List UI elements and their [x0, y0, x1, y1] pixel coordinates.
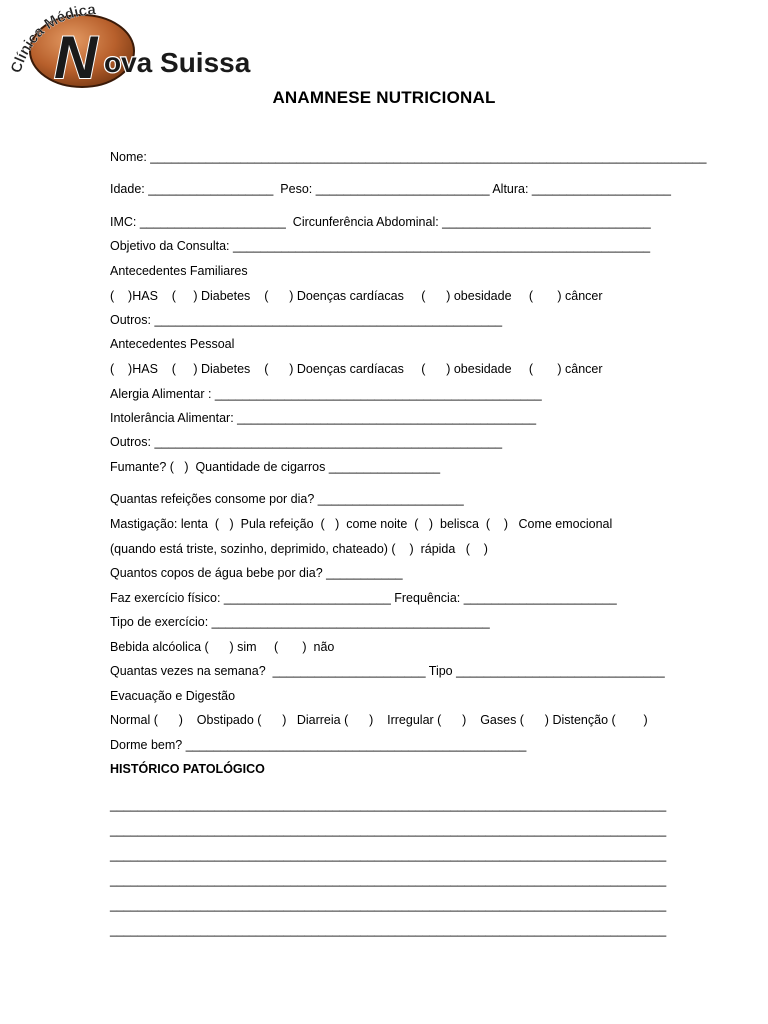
refeicoes-field[interactable]: Quantas refeições consome por dia? _____________________ [110, 492, 464, 506]
fumante-field[interactable]: Fumante? ( ) Quantidade de cigarros ________________ [110, 460, 441, 474]
evacuacao-checkboxes[interactable]: Normal ( ) Obstipado ( ) Diarreia ( ) Irregular ( ) Gases ( ) Distenção ( ) [110, 713, 648, 727]
logo-word: ova Suissa [104, 47, 251, 78]
bebida-checkboxes[interactable]: Bebida alcóolica ( ) sim ( ) não [110, 640, 335, 654]
evacuacao-heading: Evacuação e Digestão [110, 689, 236, 703]
pessoal-outros-field[interactable]: Outros: __________________________________________________ [110, 435, 503, 449]
nome-field[interactable]: Nome: ________________________________________________________________________________ [110, 150, 707, 164]
familiares-outros-field[interactable]: Outros: __________________________________________________ [110, 313, 503, 327]
historico-line[interactable]: ________________________________________________________________________________ [110, 923, 667, 937]
logo-arc-text: Clínica Médica [8, 4, 97, 76]
pessoal-checkboxes[interactable]: ( )HAS ( ) Diabetes ( ) Doenças cardíacas ( ) obesidade ( ) câncer [110, 362, 603, 376]
historico-line[interactable]: ________________________________________________________________________________ [110, 823, 667, 837]
alergia-field[interactable]: Alergia Alimentar : _______________________________________________ [110, 387, 542, 401]
antecedentes-pessoal-heading: Antecedentes Pessoal [110, 337, 235, 351]
familiares-checkboxes[interactable]: ( )HAS ( ) Diabetes ( ) Doenças cardíacas ( ) obesidade ( ) câncer [110, 289, 603, 303]
antecedentes-familiares-heading: Antecedentes Familiares [110, 264, 248, 278]
historico-line[interactable]: ________________________________________________________________________________ [110, 898, 667, 912]
logo-letter: N [54, 24, 98, 90]
vezes-semana-tipo-fields[interactable]: Quantas vezes na semana? ______________________ Tipo ______________________________ [110, 664, 665, 678]
clinic-logo [8, 4, 318, 90]
historico-line[interactable]: ________________________________________________________________________________ [110, 798, 667, 812]
exercicio-frequencia-fields[interactable]: Faz exercício físico: ________________________ Frequência: ______________________ [110, 591, 617, 605]
agua-field[interactable]: Quantos copos de água bebe por dia? ___________ [110, 566, 403, 580]
tipo-exercicio-field[interactable]: Tipo de exercício: ________________________________________ [110, 615, 490, 629]
dorme-field[interactable]: Dorme bem? _________________________________________________ [110, 738, 527, 752]
mastigacao-cont-checkboxes[interactable]: (quando está triste, sozinho, deprimido, chateado) ( ) rápida ( ) [110, 542, 488, 556]
objetivo-field[interactable]: Objetivo da Consulta: ____________________________________________________________ [110, 239, 651, 253]
page-title: ANAMNESE NUTRICIONAL [272, 88, 496, 107]
intolerancia-field[interactable]: Intolerância Alimentar: ___________________________________________ [110, 411, 537, 425]
imc-circunferencia-fields[interactable]: IMC: _____________________ Circunferência Abdominal: ______________________________ [110, 215, 651, 229]
mastigacao-checkboxes[interactable]: Mastigação: lenta ( ) Pula refeição ( ) come noite ( ) belisca ( ) Come emocional [110, 517, 613, 531]
historico-heading: HISTÓRICO PATOLÓGICO [110, 762, 265, 776]
historico-line[interactable]: ________________________________________________________________________________ [110, 848, 667, 862]
idade-peso-altura-fields[interactable]: Idade: __________________ Peso: _________________________ Altura: ____________________ [110, 182, 671, 196]
historico-line[interactable]: ________________________________________________________________________________ [110, 873, 667, 887]
